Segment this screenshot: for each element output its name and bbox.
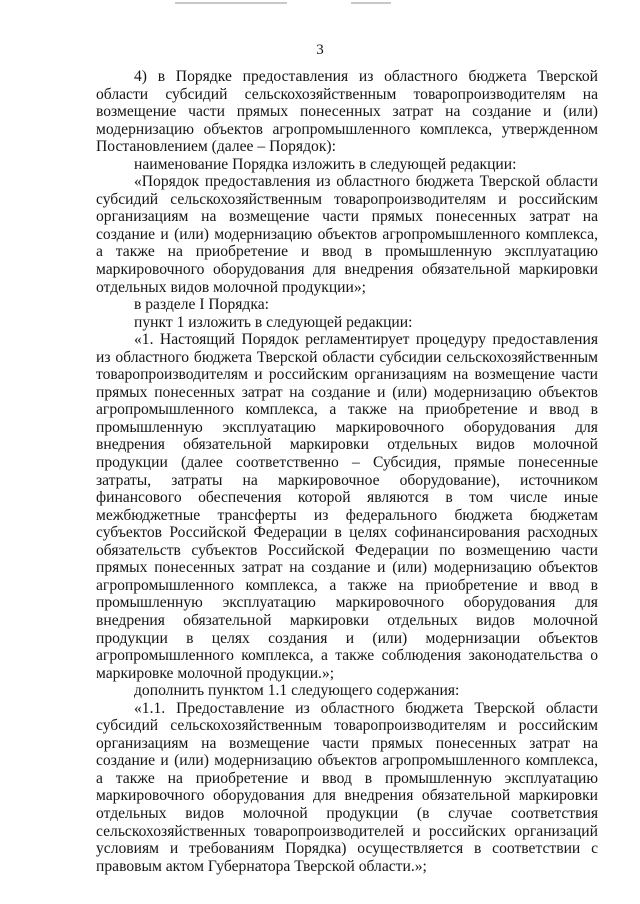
paragraph-section-1: в разделе I Порядка: [134,296,269,314]
paragraph-clause-1-1-intro: дополнить пунктом 1.1 следующего содержания: [134,682,460,700]
document-body [96,68,598,875]
header-line-fragment [175,2,287,4]
paragraph-clause-1-text: «1. Настоящий Порядок регламентирует процедуру предоставления из областного бюджета Тверской области субсидии сельскохозяйственным товаропроизводителям и российским организациям на возмещение части прямых понесенных затрат на создание и (или) модернизацию объектов агропромышленного комплекса, а также на приобретение и ввод в промышленную эксплуатацию маркировочного оборудования для внедрения обязательной маркировки отдельных видов молочной продукции (далее соответственно – Субсидия, прямые понесенные затраты, затраты на маркировочное оборудование), источником финансового обеспечения которой являются в том числе иные межбюджетные трансферты из федерального бюджета бюджетам субъектов Российской Федерации в целях софинансирования расходных обязательств субъектов Российской Федерации по возмещению части прямых понесенных затрат на создание и (или) модернизацию объектов агропромышленного комплекса, а также на приобретение и ввод в промышленную эксплуатацию маркировочного оборудования для внедрения обязательной маркировки отдельных видов молочной продукции в целях создания и (или) модернизации объектов агропромышленного комплекса, а также соблюдения законодательства о маркировке молочной продукции.»; [96,331,598,682]
header-line-fragment [351,2,391,4]
paragraph-rename-order: наименование Порядка изложить в следующей редакции: [134,155,517,173]
page-number: 3 [316,42,324,58]
paragraph-item-4: 4) в Порядке предоставления из областного бюджета Тверской области субсидий сельскохозяйственным товаропроизводителям на возмещение части прямых понесенных затрат на создание и (или) модернизацию объектов агропромышленного комплекса, утвержденном Постановлением (далее – Порядок): [96,68,598,156]
scanned-header-remnant [175,0,475,6]
paragraph-order-title-quote: «Порядок предоставления из областного бюджета Тверской области субсидий сельскохозяйственным товаропроизводителям и российским организациям на возмещение части прямых понесенных затрат на создание и (или) модернизацию объектов агропромышленного комплекса, а также на приобретение и ввод в промышленную эксплуатацию маркировочного оборудования для внедрения обязательной маркировки отдельных видов молочной продукции»; [96,173,598,296]
paragraph-clause-1-1-text: «1.1. Предоставление из областного бюджета Тверской области субсидий сельскохозяйственным товаропроизводителям и российским организациям на возмещение части прямых понесенных затрат на создание и (или) модернизацию объектов агропромышленного комплекса, а также на приобретение и ввод в промышленную эксплуатацию маркировочного оборудования для внедрения обязательной маркировки отдельных видов молочной продукции (в случае соответствия сельскохозяйственных товаропроизводителей и российских организаций условиям и требованиям Порядка) осуществляется в соответствии с правовым актом Губернатора Тверской области.»; [96,699,598,875]
paragraph-clause-1-intro: пункт 1 изложить в следующей редакции: [134,313,413,331]
